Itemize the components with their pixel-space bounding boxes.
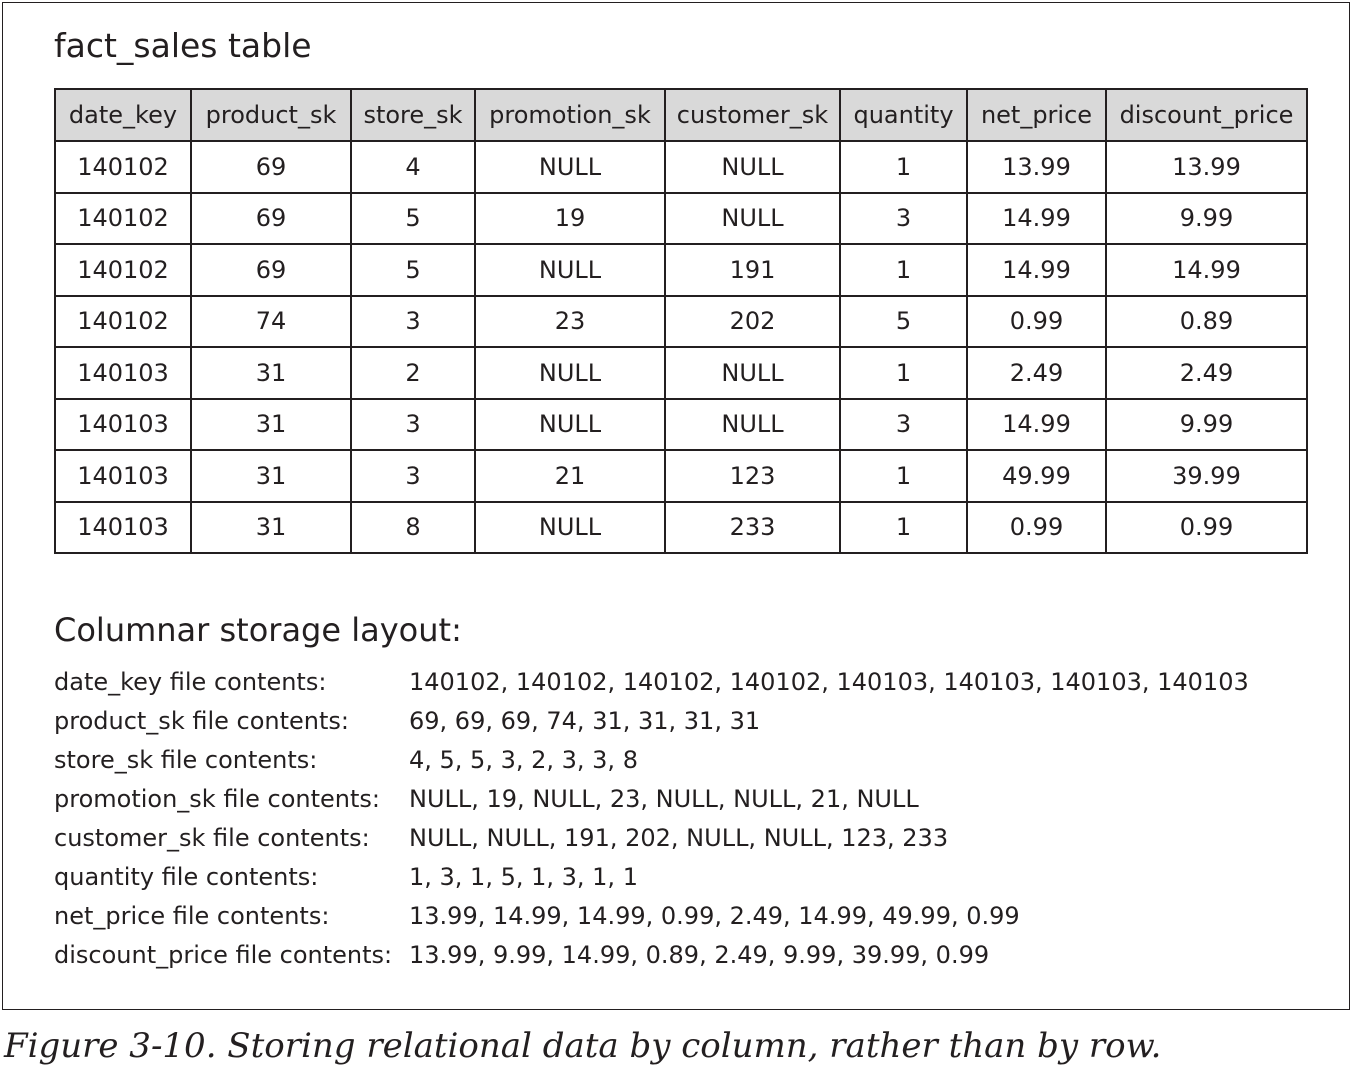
table-cell: 19 (475, 193, 665, 245)
column-file-row (54, 741, 1304, 780)
table-cell: 8 (351, 502, 475, 554)
column-header: promotion_sk (475, 89, 665, 141)
column-header: store_sk (351, 89, 475, 141)
table-cell: 31 (191, 347, 351, 399)
column-file-row (54, 858, 1304, 897)
table-cell: NULL (475, 244, 665, 296)
table-cell: 1 (840, 141, 967, 193)
table-cell: NULL (665, 399, 840, 451)
table-cell: 0.99 (1106, 502, 1307, 554)
table-row (55, 347, 1307, 399)
columnar-layout-title: Columnar storage layout: (54, 611, 462, 649)
column-file-label: quantity file contents: (54, 863, 319, 891)
table-cell: 31 (191, 502, 351, 554)
column-file-label: customer_sk file contents: (54, 824, 370, 852)
table-cell: 14.99 (967, 193, 1106, 245)
column-file-values: 13.99, 14.99, 14.99, 0.99, 2.49, 14.99, 49.99, 0.99 (409, 902, 1020, 930)
table-cell: 123 (665, 450, 840, 502)
table-cell: 5 (351, 244, 475, 296)
column-file-row (54, 936, 1304, 975)
table-cell: 9.99 (1106, 193, 1307, 245)
column-file-values: 1, 3, 1, 5, 1, 3, 1, 1 (409, 863, 638, 891)
table-cell: 69 (191, 244, 351, 296)
table-cell: 140102 (55, 193, 191, 245)
table-cell: NULL (665, 193, 840, 245)
column-file-values: NULL, 19, NULL, 23, NULL, NULL, 21, NULL (409, 785, 919, 813)
table-row (55, 193, 1307, 245)
table-cell: 2.49 (1106, 347, 1307, 399)
table-cell: 21 (475, 450, 665, 502)
table-cell: 140103 (55, 450, 191, 502)
table-cell: 3 (840, 399, 967, 451)
column-file-row (54, 663, 1304, 702)
table-cell: 140103 (55, 399, 191, 451)
column-file-row (54, 897, 1304, 936)
column-header: date_key (55, 89, 191, 141)
table-cell: 233 (665, 502, 840, 554)
table-cell: 3 (351, 296, 475, 348)
table-cell: 13.99 (1106, 141, 1307, 193)
column-header: discount_price (1106, 89, 1307, 141)
table-cell: NULL (475, 502, 665, 554)
table-title: fact_sales table (54, 26, 312, 65)
table-cell: 74 (191, 296, 351, 348)
table-cell: 9.99 (1106, 399, 1307, 451)
table-row (55, 399, 1307, 451)
column-file-values: 140102, 140102, 140102, 140102, 140103, 140103, 140103, 140103 (409, 668, 1249, 696)
table-cell: 0.99 (967, 502, 1106, 554)
table-cell: 69 (191, 193, 351, 245)
table-cell: 191 (665, 244, 840, 296)
table-cell: 5 (840, 296, 967, 348)
column-file-row (54, 780, 1304, 819)
table-cell: 140103 (55, 347, 191, 399)
table-cell: 49.99 (967, 450, 1106, 502)
table-cell: 140102 (55, 141, 191, 193)
column-file-label: store_sk file contents: (54, 746, 318, 774)
table-cell: NULL (475, 347, 665, 399)
table-cell: 69 (191, 141, 351, 193)
table-cell: 1 (840, 450, 967, 502)
column-file-label: promotion_sk file contents: (54, 785, 380, 813)
table-cell: 1 (840, 244, 967, 296)
table-row (55, 244, 1307, 296)
table-cell: 0.89 (1106, 296, 1307, 348)
table-cell: NULL (665, 141, 840, 193)
table-cell: 2.49 (967, 347, 1106, 399)
table-cell: 140102 (55, 296, 191, 348)
table-cell: 0.99 (967, 296, 1106, 348)
column-file-values: 69, 69, 69, 74, 31, 31, 31, 31 (409, 707, 761, 735)
column-header: customer_sk (665, 89, 840, 141)
table-cell: 14.99 (1106, 244, 1307, 296)
table-row (55, 141, 1307, 193)
column-file-label: net_price file contents: (54, 902, 330, 930)
table-cell: 4 (351, 141, 475, 193)
table-cell: 3 (351, 399, 475, 451)
table-cell: NULL (665, 347, 840, 399)
table-cell: 14.99 (967, 399, 1106, 451)
column-file-label: discount_price file contents: (54, 941, 393, 969)
table-cell: 1 (840, 502, 967, 554)
table-cell: 14.99 (967, 244, 1106, 296)
fact-sales-table (54, 88, 1308, 554)
figure-caption: Figure 3-10. Storing relational data by column, rather than by row. (4, 1026, 1162, 1066)
table-row (55, 450, 1307, 502)
column-header: quantity (840, 89, 967, 141)
table-cell: 3 (351, 450, 475, 502)
column-header: product_sk (191, 89, 351, 141)
column-file-label: product_sk file contents: (54, 707, 349, 735)
column-file-values: NULL, NULL, 191, 202, NULL, NULL, 123, 233 (409, 824, 949, 852)
table-cell: 202 (665, 296, 840, 348)
table-cell: 2 (351, 347, 475, 399)
table-cell: 31 (191, 450, 351, 502)
columnar-layout-list (54, 663, 1304, 975)
column-file-values: 4, 5, 5, 3, 2, 3, 3, 8 (409, 746, 638, 774)
column-file-row (54, 819, 1304, 858)
table-cell: 3 (840, 193, 967, 245)
table-cell: 1 (840, 347, 967, 399)
table-cell: 5 (351, 193, 475, 245)
table-cell: 140102 (55, 244, 191, 296)
table-cell: 39.99 (1106, 450, 1307, 502)
column-file-row (54, 702, 1304, 741)
table-cell: NULL (475, 399, 665, 451)
table-cell: 140103 (55, 502, 191, 554)
table-cell: 23 (475, 296, 665, 348)
table-row (55, 296, 1307, 348)
column-file-label: date_key file contents: (54, 668, 327, 696)
table-cell: 13.99 (967, 141, 1106, 193)
table-cell: 31 (191, 399, 351, 451)
column-file-values: 13.99, 9.99, 14.99, 0.89, 2.49, 9.99, 39.99, 0.99 (409, 941, 990, 969)
table-row (55, 502, 1307, 554)
column-header: net_price (967, 89, 1106, 141)
table-cell: NULL (475, 141, 665, 193)
table-header-row (55, 89, 1307, 141)
